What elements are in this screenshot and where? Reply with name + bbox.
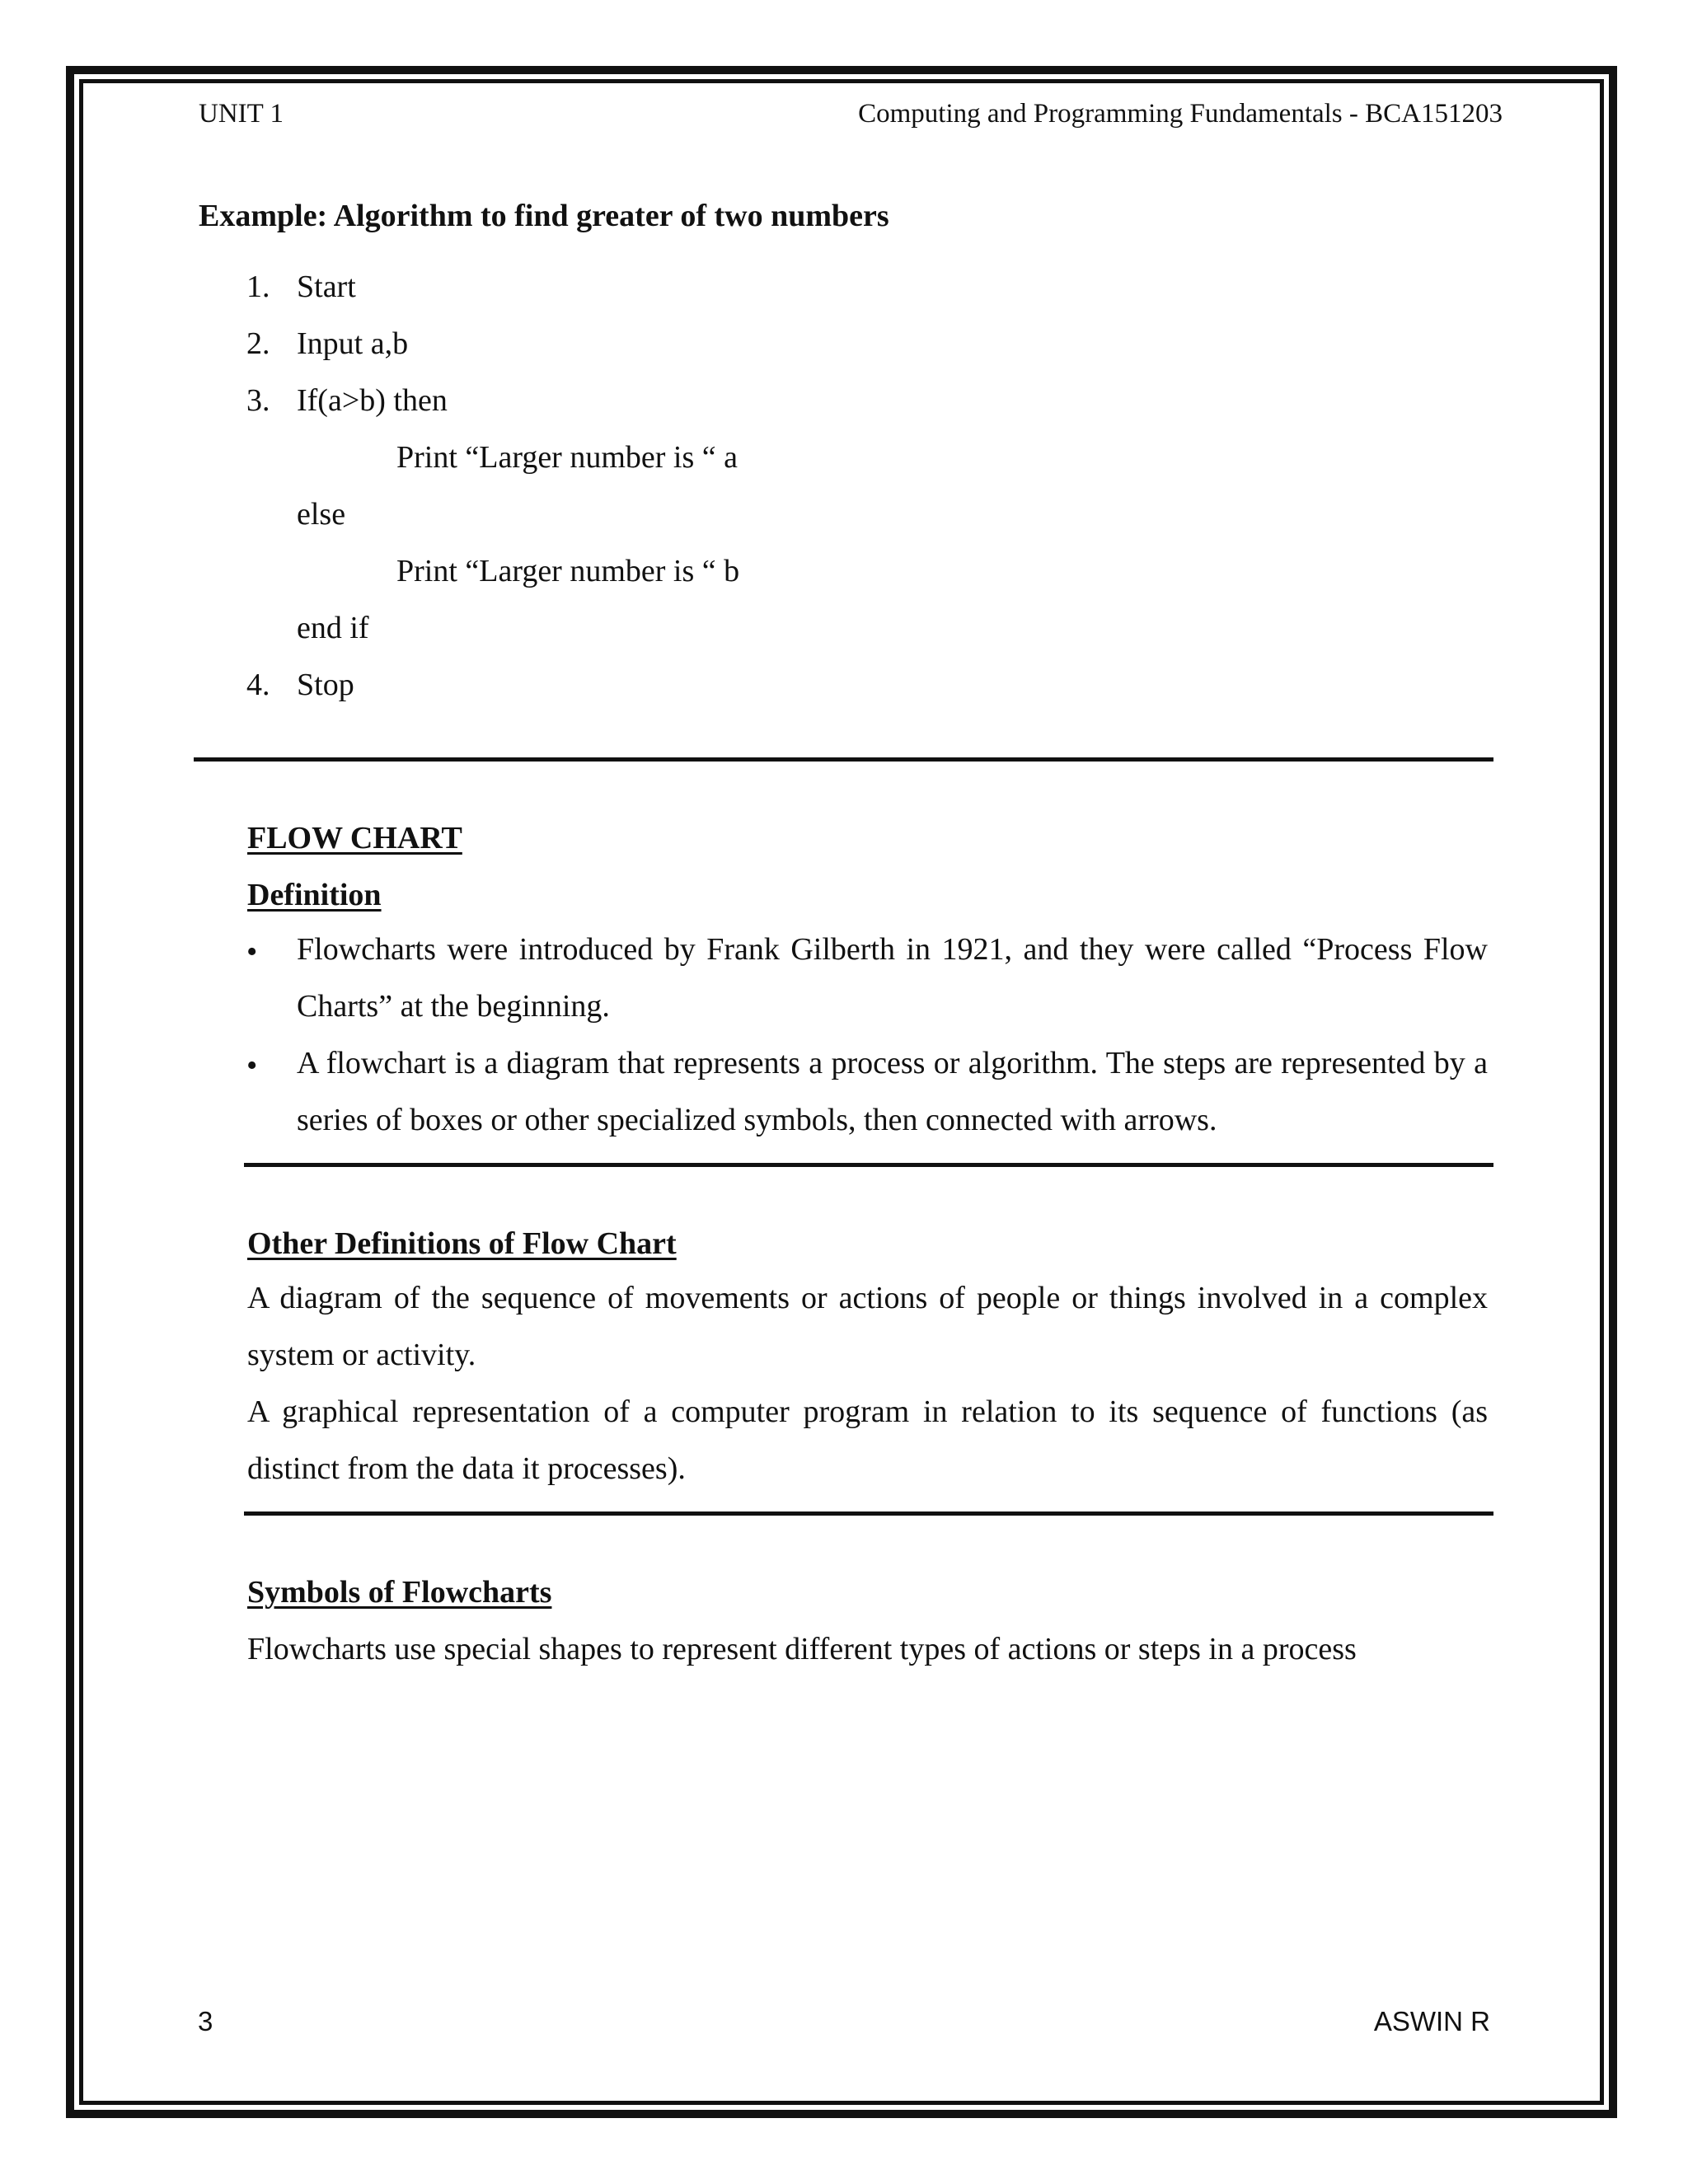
step-number: 2. — [246, 326, 270, 361]
step-number: 3. — [246, 383, 270, 418]
definition-bullet-text: A flowchart is a diagram that represents a process or algorithm. The steps are represented by a series of boxes or other specialized symbols, then connected with arrows. — [297, 1046, 1488, 1137]
step-number: 1. — [246, 269, 270, 304]
definition-heading: Definition — [247, 878, 382, 912]
end-if-line: end if — [297, 611, 369, 645]
other-definitions-heading: Other Definitions of Flow Chart — [247, 1226, 677, 1261]
bullet-marker: • — [246, 935, 258, 969]
footer-author: ASWIN R — [1373, 2006, 1490, 2036]
section-divider — [244, 1511, 1493, 1516]
step-text: Start — [297, 269, 356, 304]
other-definition-paragraph: A diagram of the sequence of movements or actions of people or things involved in a complex system or activity. — [247, 1281, 1488, 1372]
symbols-text: Flowcharts use special shapes to represent different types of actions or steps in a process — [247, 1632, 1357, 1666]
bullet-marker: • — [246, 1048, 258, 1083]
step-text: If(a>b) then — [297, 383, 448, 418]
step-number: 4. — [246, 668, 270, 702]
symbols-heading: Symbols of Flowcharts — [247, 1575, 552, 1610]
step-text: Input a,b — [297, 326, 409, 361]
step-text: Stop — [297, 668, 354, 702]
else-line: else — [297, 497, 346, 532]
print-b-line: Print “Larger number is “ b — [396, 554, 740, 588]
example-title: Example: Algorithm to find greater of two numbers — [199, 199, 889, 233]
header-course: Computing and Programming Fundamentals - BCA151203 — [858, 99, 1503, 129]
page-number: 3 — [198, 2006, 213, 2036]
definition-bullet-text: Flowcharts were introduced by Frank Gilberth in 1921, and they were called “Process Flow Charts” at the beginning. — [297, 932, 1488, 1024]
other-definition-paragraph: A graphical representation of a computer program in relation to its sequence of functions (as distinct from the data it processes). — [247, 1394, 1488, 1486]
section-divider — [194, 757, 1493, 762]
flowchart-heading: FLOW CHART — [247, 821, 462, 855]
header-unit: UNIT 1 — [199, 99, 284, 129]
print-a-line: Print “Larger number is “ a — [396, 440, 738, 475]
section-divider — [244, 1163, 1493, 1167]
